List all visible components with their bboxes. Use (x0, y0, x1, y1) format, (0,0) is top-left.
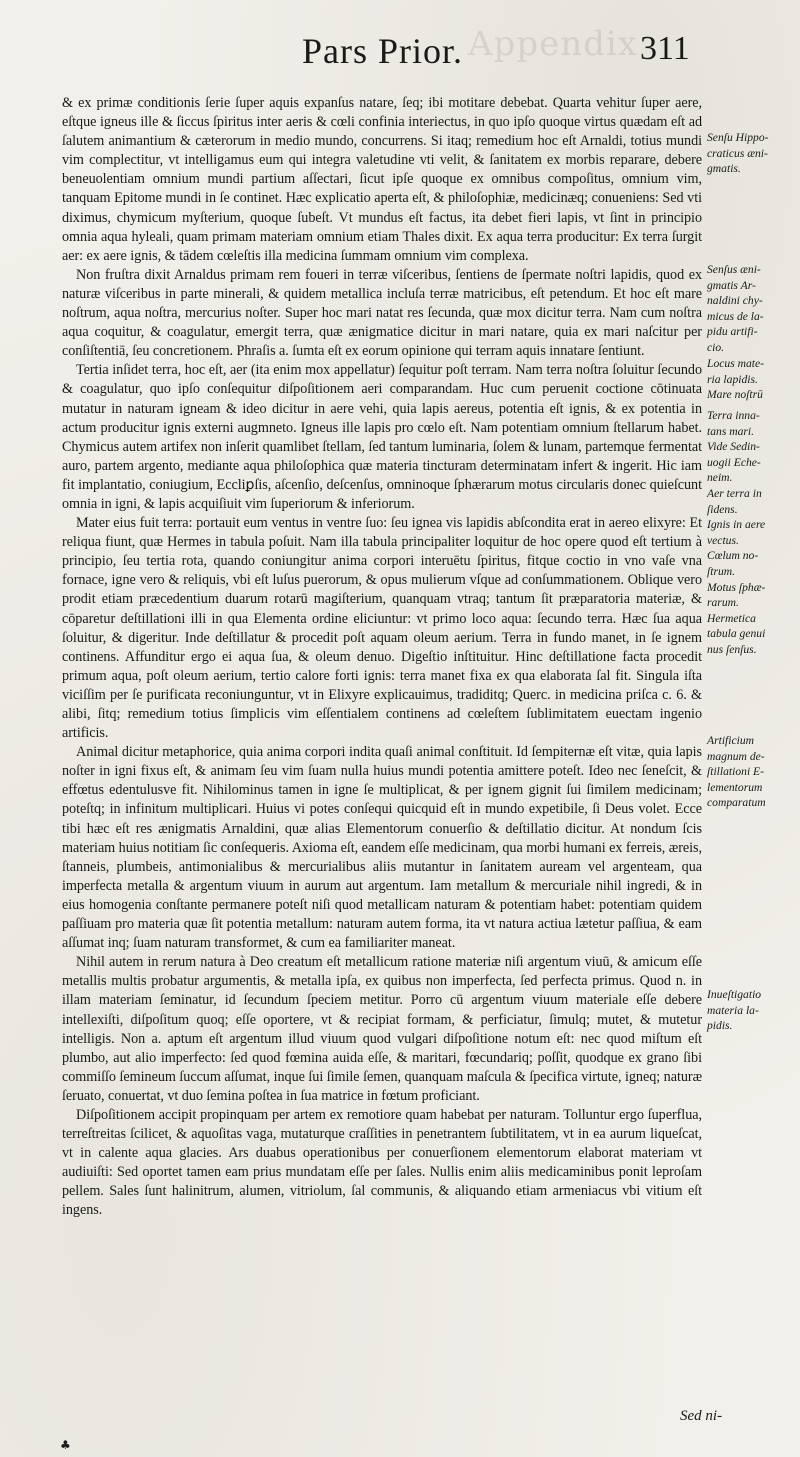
paragraph-6: Nihil autem in rerum natura à Deo creatum eſt metallicum ratione materiæ niſi argentum viuū, & amicum eſſe metallis multis probatur argumentis, & metalla ipſa, ex quibus non imperfecta, ſed perfecta primus. Quod n. in illam materiam ſeminatur, id ſecundum ſpeciem metitur. Porro cū argentum viuum materiale eſſe debere intellexiſti, diſpoſitum quoq; eſſe oportere, vt & recipiat formam, & perficiatur, ſimulq; mutet, & mutetur intelligis. Non a. aptum eſt argentum illud viuum quod vulgari diſpoſitione notum eſt: nec quod miſtum eſt plumbo, aut alio imperfecto: ſed quod fœmina auida eſſe, & maritari, fœcundariq; poſſit, quodque ex grano ſibi commiſſo ſemineum ſuccum aſſumat, inque ſui ſimile ſemen, quanquam maſcula & ſpecifica virtute, igneq; naturæ ſeruato, conuertat, vt duo ſemina poſtea in ſua matrice in fœtum proficiant. (62, 954, 702, 1104)
margin-note-6: Inueſtigatio materia la- pidis. (707, 988, 762, 1033)
body-text (62, 94, 702, 1221)
paragraph-2: Non fruſtra dixit Arnaldus primam rem foueri in terræ viſceribus, ſentiens de ſpermate noſtri lapidis, quod ex naturæ viſceribus in parte minerali, & quidem metallica incluſa terræ matricibus, eſt petendum. Et hoc eſt mare noſtrum, aqua noſtra, mercurius noſter. Super hoc mari natat res ſecunda, quæ mox dicitur terra. Nam cum noſtra aqua coquitur, & coagulatur, emergit terra, quæ ænigmatice dicitur in mari natare, quia ex mari naſcitur per conſiſtentiā, ſeu concretionem. Phraſis a. ſumta eſt ex eorum opinione qui terram aquis innatare ſentiunt. (62, 266, 702, 360)
margin-note-1: Senſu Hippo- craticus æni- gmatis. (707, 131, 769, 176)
margin-note-2: Senſus æni- gmatis Ar- naldini chy- micus de la- pidu artifi- cio. (707, 263, 764, 354)
printer-mark-icon: ♣ (60, 1438, 71, 1452)
margin-note-4: Terra inna- tans mari. Vide Sedin- uogii Eche- neim. Aer terra in ſidens. Ignis in aere vectus. Cœlum no- ſtrum. Motus ſphæ- rarum. Hermetica tabula genui nus ſenſus. (707, 409, 766, 656)
margin-note-5: Artificium magnum de- ſtillationi E- lementorum comparatum (707, 734, 766, 810)
show-through-text: Appendix (468, 24, 638, 64)
paragraph-1: & ex primæ conditionis ſerie ſuper aquis expanſus natare, ſeq; ibi motitare debebat. Quarta vehitur ſuper aere, eſtque igneus ille & ſiccus ſpiritus inter aeris & cœli confinia interiectus, in quo ipſo quoque virtus quædam eſt ad ſalutem animantium & cæterorum in medio mundo, concurrens. Si itaq; remedium hoc eſt Arnaldi, totius mundi vim complectitur, vt intelligamus eum qui integra valetudine vti velit, & ſanitatem ex morbis reparare, debere beneuolentiam omnium mundi partium aſſectari, ſicut ipſe quoque ex omnibus compoſitus, omnium vim, tanquam Epitome mundi in ſe continet. Hæc explicatio aperta eſt, & philoſophiæ, medicinæq; conueniens: Sed vti diximus, chymicum myſterium, quoque ſubeſt. Vt mundus eſt factus, ita debet fieri lapis, vt ſint in principio omnia aqua hyleali, quam primam materiam omnium etiam Thales dixit. Ex aqua terra producitur: Ex terra ſurgit aer: ex aere ignis, & tādem cœleſtis illa medicina ſummam omnium vim complexa. (62, 95, 702, 264)
margin-note-3: Locus mate- ria lapidis. Mare noſtrū (707, 357, 764, 402)
running-title: Pars Prior. (302, 31, 464, 71)
page-number: 311 (640, 30, 690, 67)
paragraph-5: Animal dicitur metaphorice, quia anima corpori indita quaſi animal conſtituit. Id ſempiternæ eſt vitæ, quia lapis noſter in igni fixus eſt, & animam ſeu vim ſuam nulla huius mundi potentia amittere poteſt. Ideo nec ſeneſcit, & effœtus edentulusve fit. Nihilominus tamen in igne ſe multiplicat, & per ignem gignit ſui ſimilem medicinam; poteſtq; in infinitum multiplicari. Huius vi potes conſequi quicquid eſt in mundo expetibile, ſi Deus volet. Ecce tibi hæc eſt res ænigmatis Arnaldini, quæ alias Elementorum conuerſio & deſtillatio dicitur. At nondum ſcis materiam huius notitiam ſic conſequeris. Axioma eſt, eandem eſſe medicinam, qua morbi humani ex ferreis, æreis, ſtanneis, plumbeis, antimonialibus & mercurialibus aliis mutantur in ſanitatem auream vel argenteam, qua imperfecta metalla & argentum viuum in aurum aut argentum. Iam metallum & mercuriale nihil ingredi, & in eius homogenia conſtante permanere poteſt niſi quod metallicam naturam & potentiam habet: potentiam quidem paſſiuam pro materia quæ ſit potentia metallum: naturam autem forma, ita vt natura actiua lætetur paſſiua, & eam aſſumat inq; ſuam naturam transformet, & cum ea familiariter maneat. (62, 744, 702, 952)
page-header (0, 18, 800, 78)
paragraph-3: Tertia inſidet terra, hoc eſt, aer (ita enim mox appellatur) ſequitur poſt terram. Nam terra noſtra ſoluitur ſecundo & coagulatur, quo ipſo conſequitur diſpoſitionem aeri comparandam. Huc cum peruenit coctione cōtinuata mutatur in naturam igneam & ideo dicitur in aere vehi, quia lapis aereus, potentia eſt ignis, & ex potentia in actum producitur ignis externi augmneto. Igneus ille lapis pro cœlo eſt. Nam potentiam omnium ſtellarum habet. Chymicus autem artifex non inſerit quamlibet ſtellam, ſed tantum luminaria, ſolem & lunam, partemque fermentat auro, partem argento, mediante aqua philoſophica quæ materia tincturam determinatam infert & ingerit. Hic iam fit implantatio, coniugium, Eccliꝑſis, aſcenſio, deſcenſus, omninoque ſphærarum motus circularis donec quieſcunt omnia in igni, & lapis acquiſiuit vim ſuperiorum & inferiorum. (62, 362, 702, 512)
paragraph-4: Mater eius fuit terra: portauit eum ventus in ventre ſuo: ſeu ignea vis lapidis abſcondita erat in aereo elixyre: Et reliqua fiunt, quæ Hermes in tabula poſuit. Nam illa tabula principaliter loquitur de hoc opere quod eſt tertium à principio, ſeu tertia rota, quando coniungitur anima corpori interuētu ſpiritus, fitque coctio in vno vaſe vna fornace, igne vero & reliquis, vbi eſt luſus puerorum, & opus mulierum vſque ad conſummationem. Oblique vero prodit etiam præcedentium duarum rotarū magiſterium, quanquam vtraq; tantum ſit præparatoria materiæ, & cōparetur deſtillationi illi in qua Elementa ordine eliciuntur: vt primo loco aqua: ſecundo terra. Hæc ſua aqua ſoluitur, & digeritur. Inde deſtillatur & procedit poſt aquam oleum aerium. Terra in fundo manet, in ſe ignem continens. Affunditur ergo ei aqua ſua, & oleum denuo. Digeſtio inſtituitur. Hinc deſtillatione facta procedit primum aqua, poſt oleum aerium, tertio calore forti ignis: terra manet fixa ex qua elaborata ſal fit. Singula iſta viciſſim per ſe purificata reconiunguntur, vt in Elixyre explicauimus, tradiditq; Querc. in medicina priſca c. 6. & alibi, ſitq; remedium totius ſimplicis vim eſſentialem continens ad cœleſtem ſublimitatem euectam ingenio artificis. (62, 515, 702, 742)
paragraph-7: Diſpoſitionem accipit propinquam per artem ex remotiore quam habebat per naturam. Tolluntur ergo ſuperflua, terreſtreitas ſcilicet, & aquoſitas vaga, mutaturque craſſities in penetrantem ſubtilitatem, vt in ea aurum liqueſcat, vt in calente aqua glacies. Ars duabus operationibus per conuerſionem elementorum elaborat materiam vt audiuiſti: Sed oportet tamen eam prius mundatam eſſe per ſales. Nullis enim aliis medicaminibus ponit leproſam pellem. Sales ſunt halinitrum, alumen, vitriolum, ſal communis, & aliquando etiam armeniacus vbi vitium eſt ingens. (62, 1106, 702, 1219)
catchword: Sed ni- (680, 1408, 723, 1424)
